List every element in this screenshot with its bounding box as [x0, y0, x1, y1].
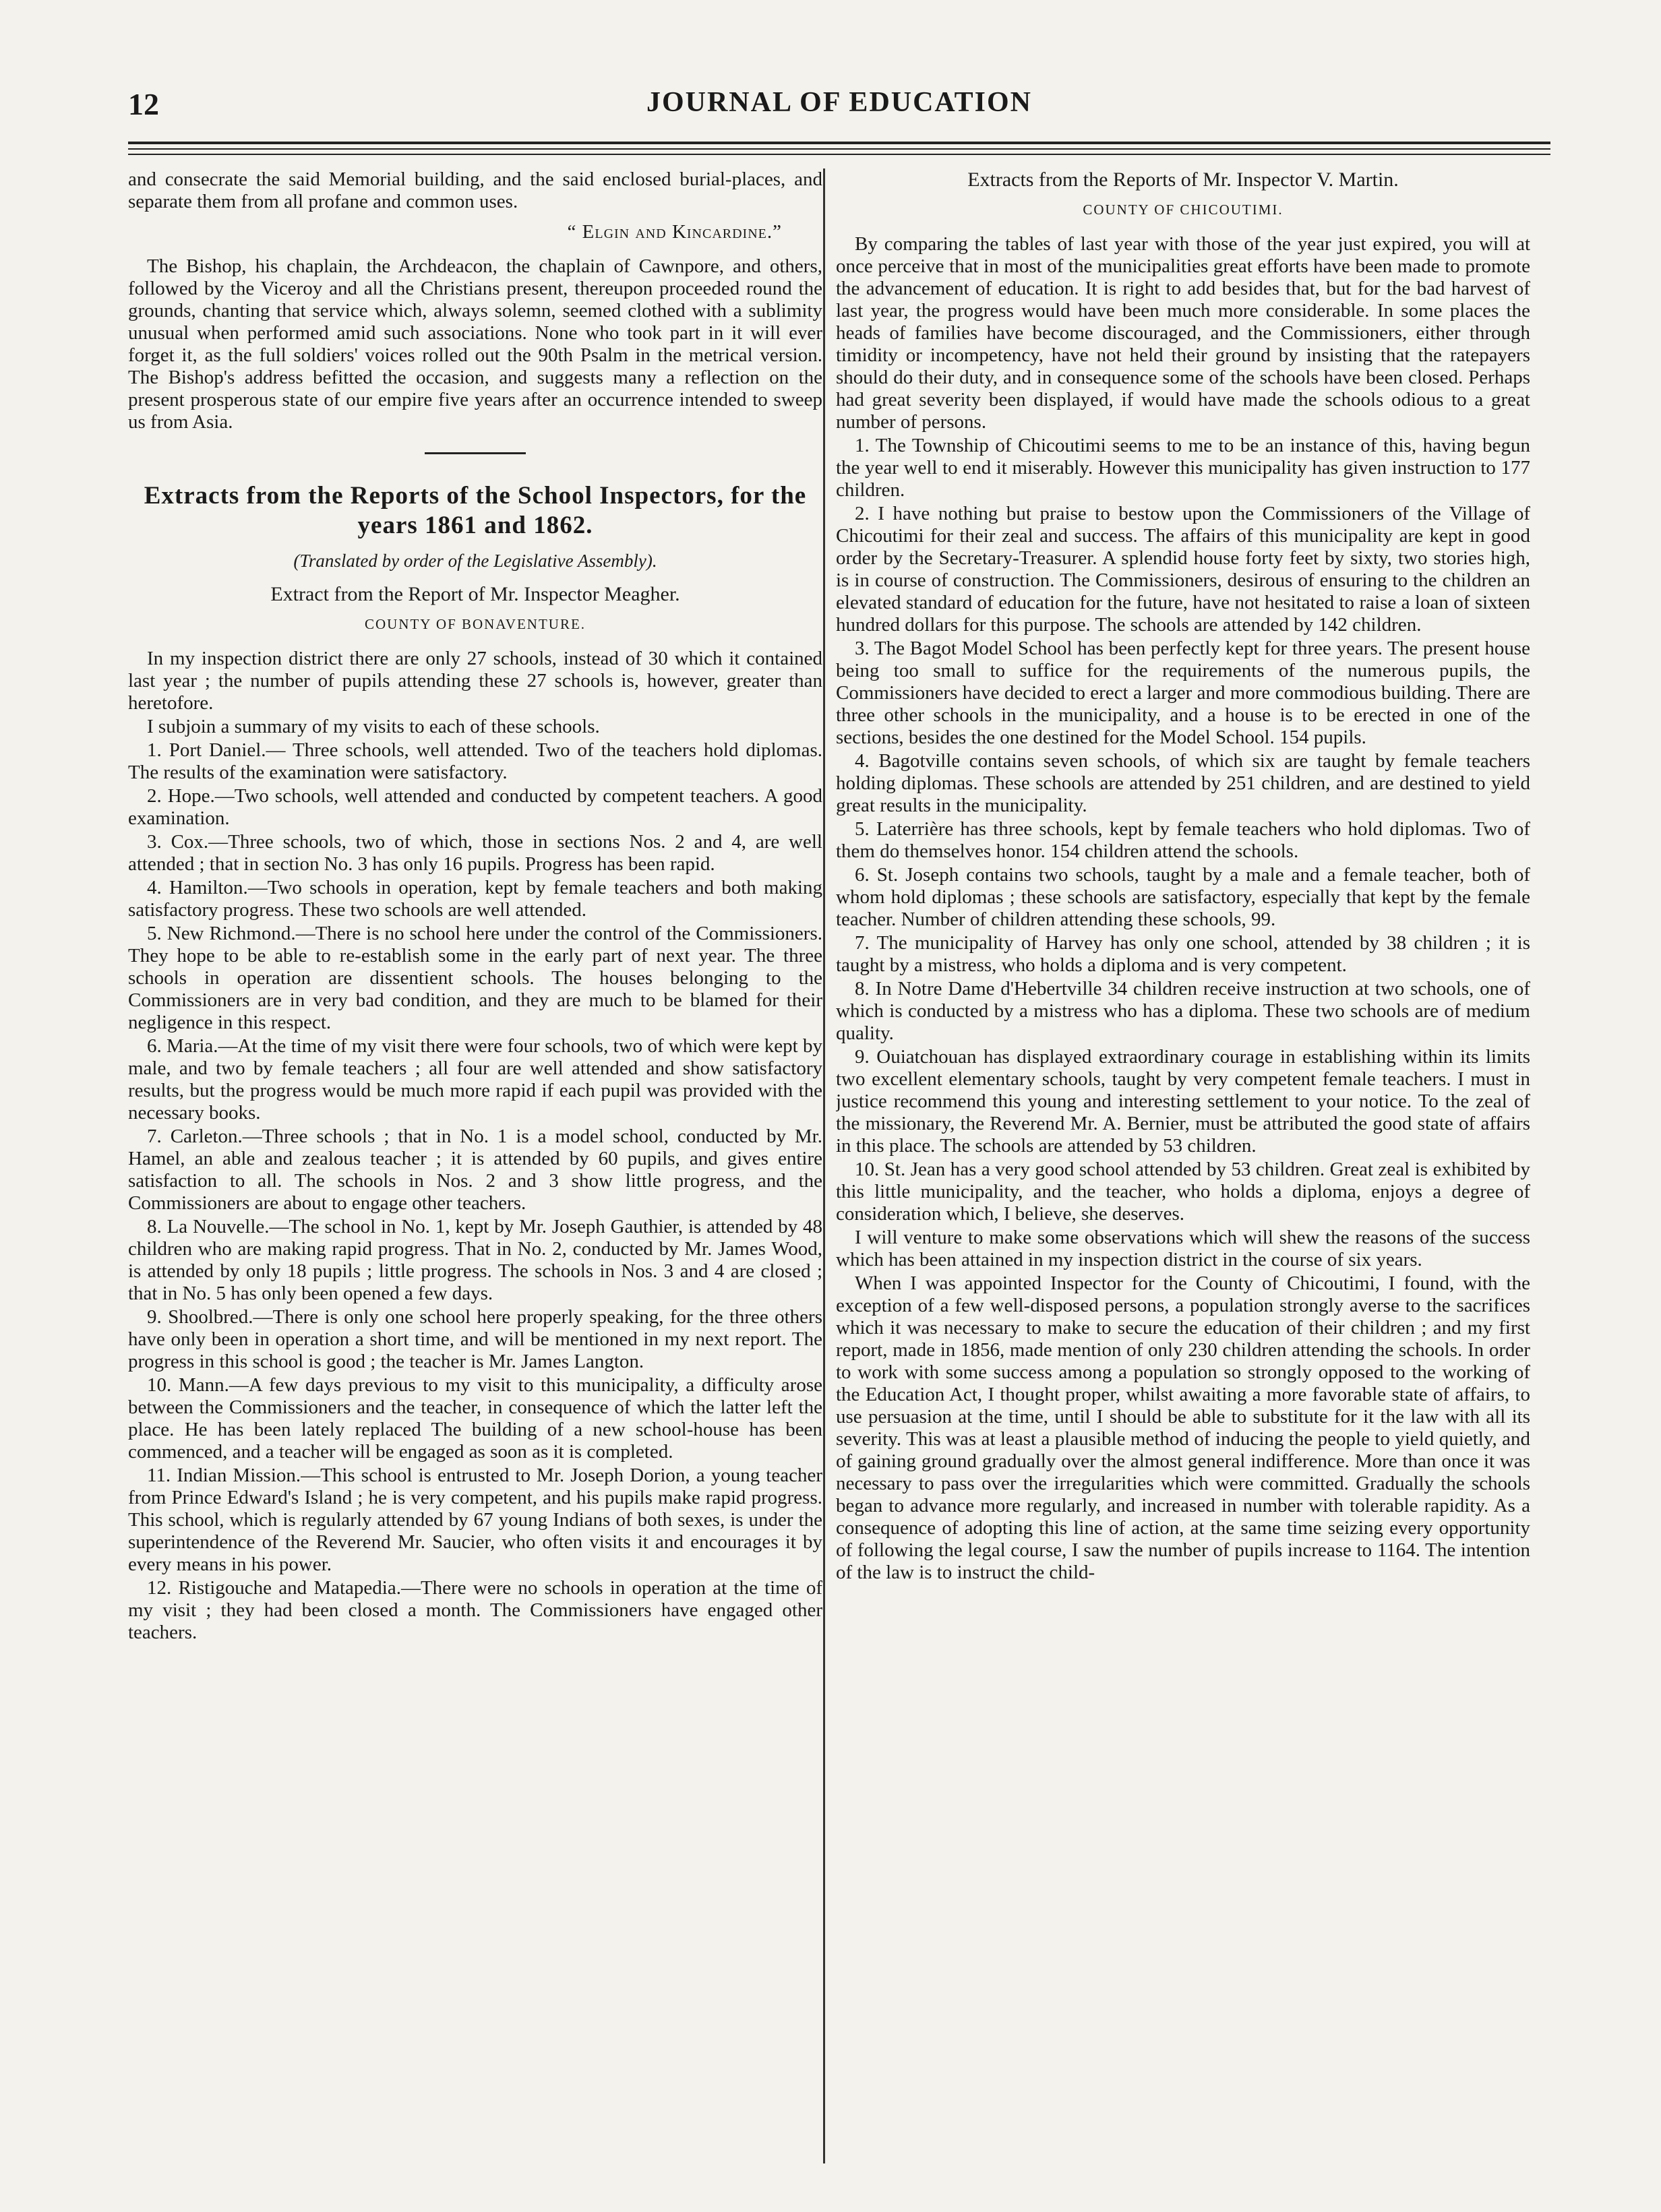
list-item: 3. Cox.—Three schools, two of which, those in sections Nos. 2 and 4, are well attended ; that in section No. 3 has only 16 pupils. Progress has been rapid.: [128, 831, 822, 875]
list-item: 3. The Bagot Model School has been perfectly kept for three years. The present house being too small to suffice for the requirements of the numerous pupils, the Commissioners have decided to erect a larger and more commodious building. There are three other schools in the municipality, and a house is to be erected in one of the sections, besides the one destined for the Model School. 154 pupils.: [836, 638, 1530, 748]
list-item: 8. In Notre Dame d'Hebertville 34 children receive instruction at two schools, one of which is conducted by a mistress who has a diploma. These two schools are of medium quality.: [836, 978, 1530, 1044]
list-item: 4. Bagotville contains seven schools, of which six are taught by female teachers holding diplomas. These schools are attended by 251 children, and are destined to yield great results in the municipality.: [836, 750, 1530, 816]
narrative-paragraph: The Bishop, his chaplain, the Archdeacon, the chaplain of Cawnpore, and others, followed by the Viceroy and all the Christians present, thereupon proceeded round the grounds, chanting that service which, always solemn, seemed clothed with a sublimity unusual when performed amid such associations. None who took part in it will ever forget it, as the full soldiers' voices rolled out the 90th Psalm in the metrical version. The Bishop's address befitted the occasion, and suggests many a reflection on the present prosperous state of our empire five years after an occurrence intended to sweep us from Asia.: [128, 255, 822, 433]
report-subheading: Extracts from the Reports of Mr. Inspector V. Martin.: [967, 168, 1399, 191]
list-item: 10. St. Jean has a very good school attended by 53 children. Great zeal is exhibited by this little municipality, and the teacher, who holds a diploma, enjoys a degree of consideration which, I believe, she deserves.: [836, 1159, 1530, 1225]
report-subheading: Extract from the Report of Mr. Inspector Meagher.: [270, 583, 680, 605]
list-item: 11. Indian Mission.—This school is entrusted to Mr. Joseph Dorion, a young teacher from Prince Edward's Island ; he is very competent, and his pupils make rapid progress. This school, which is regularly attended by 67 young Indians of both sexes, is under the superintendence of the Reverend Mr. Saucier, who often visits it and encourages it by every means in his power.: [128, 1465, 822, 1575]
header-rule-bottom: [128, 154, 1550, 155]
list-item: 7. The municipality of Harvey has only one school, attended by 38 children ; it is taught by a mistress, who holds a diploma and is very competent.: [836, 932, 1530, 976]
list-item: 10. Mann.—A few days previous to my visit to this municipality, a difficulty arose between the Commissioners and the teacher, in consequence of which the latter left the place. He has been lately replaced The building of a new school-house has been commenced, and a teacher will be engaged as soon as it is completed.: [128, 1374, 822, 1463]
body-paragraph: I will venture to make some observations which will shew the reasons of the success which has been attained in my inspection district in the course of six years.: [836, 1227, 1530, 1270]
county-heading: COUNTY OF CHICOUTIMI.: [1083, 202, 1284, 218]
list-item: 1. Port Daniel.— Three schools, well attended. Two of the teachers hold diplomas. The results of the examination were satisfactory.: [128, 739, 822, 783]
list-item: 6. St. Joseph contains two schools, taught by a male and a female teacher, both of whom hold diplomas ; these schools are satisfactory, especially that kept by the female teacher. Number of children attending these schools, 99.: [836, 864, 1530, 930]
page-number: 12: [128, 87, 159, 121]
list-item: 4. Hamilton.—Two schools in operation, kept by female teachers and both making satisfactory progress. These two schools are well attended.: [128, 877, 822, 921]
list-item: 1. The Township of Chicoutimi seems to me to be an instance of this, having begun the year well to end it miserably. However this municipality has given instruction to 177 children.: [836, 435, 1530, 501]
header-rule-thin: [128, 148, 1550, 150]
list-item: 5. New Richmond.—There is no school here under the control of the Commissioners. They hope to be able to re-establish some in the early part of next year. The three schools in operation are dissentient schools. The houses belonging to the Commissioners are in very bad condition, and they are much to be blamed for their negligence in this respect.: [128, 923, 822, 1033]
translation-note: (Translated by order of the Legislative Assembly).: [293, 551, 657, 571]
page-header: [128, 86, 1550, 127]
list-item: 9. Shoolbred.—There is only one school here properly speaking, for the three others have only been in operation a short time, and will be mentioned in my next report. The progress in this school is good ; the teacher is Mr. James Langton.: [128, 1306, 822, 1372]
body-paragraph: I subjoin a summary of my visits to each of these schools.: [147, 716, 600, 737]
body-paragraph: By comparing the tables of last year with those of the year just expired, you will at once perceive that in most of the municipalities great efforts have been made to promote the advancement of education. It is right to add besides that, but for the bad harvest of last year, the progress would have been much more considerable. In some places the heads of families have become discouraged, and the Commissioners, either through timidity or incompetency, have not held their ground by insisting that the ratepayers should do their duty, and in consequence some of the schools have been closed. Perhaps had great severity been displayed, if would have made the schools odious to a great number of persons.: [836, 233, 1530, 433]
column-divider: [823, 168, 825, 2163]
county-heading: COUNTY OF BONAVENTURE.: [364, 616, 586, 632]
section-heading: Extracts from the Reports of the School Inspectors, for the years 1861 and 1862.: [144, 482, 807, 539]
body-paragraph: In my inspection district there are only 27 schools, instead of 30 which it contained last year ; the number of pupils attending these 27 schools is, however, greater than heretofore.: [128, 648, 822, 714]
left-column: [128, 168, 822, 2177]
list-item: 8. La Nouvelle.—The school in No. 1, kept by Mr. Joseph Gauthier, is attended by 48 children who are making rapid progress. That in No. 2, conducted by Mr. James Wood, is attended by only 18 pupils ; little progress. The schools in Nos. 3 and 4 are closed ; that in No. 5 has only been opened a few days.: [128, 1216, 822, 1304]
section-divider: [425, 452, 526, 454]
list-item: 6. Maria.—At the time of my visit there were four schools, two of which were kept by male, and two by female teachers ; all four are well attended and show satisfactory results, but the progress would be much more rapid if each pupil was provided with the necessary books.: [128, 1035, 822, 1124]
journal-title: JOURNAL OF EDUCATION: [646, 87, 1033, 118]
intro-paragraph: and consecrate the said Memorial building, and the said enclosed burial-places, and separate them from all profane and common uses.: [128, 168, 822, 212]
body-paragraph: When I was appointed Inspector for the County of Chicoutimi, I found, with the exception of a few well-disposed persons, a population strongly averse to the sacrifices which it was necessary to make to secure the education of their children ; and my first report, made in 1856, made mention of only 230 children attending the schools. In order to work with some success among a population so strongly opposed to the working of the Education Act, I thought proper, whilst awaiting a more favorable state of affairs, to use persuasion at the time, until I should be able to substitute for it the law with all its severity. This was at least a plausible method of inducing the people to yield quietly, and of gaining ground gradually over the almost general indifference. More than once it was necessary to pass over the irregularities which were committed. Gradually the schools began to advance more regularly, and increased in number with tolerable rapidity. As a consequence of adopting this line of action, at the same time seizing every opportunity of following the legal course, I saw the number of pupils increase to 1164. The intention of the law is to instruct the child-: [836, 1272, 1530, 1583]
signature: “ Elgin and Kincardine.”: [567, 221, 782, 243]
list-item: 2. Hope.—Two schools, well attended and conducted by competent teachers. A good examination.: [128, 785, 822, 829]
list-item: 7. Carleton.—Three schools ; that in No. 1 is a model school, conducted by Mr. Hamel, an able and zealous teacher ; it is attended by 60 pupils, and gives entire satisfaction to all. The schools in Nos. 2 and 3 show little progress, and the Commissioners are about to engage other teachers.: [128, 1126, 822, 1214]
list-item: 5. Laterrière has three schools, kept by female teachers who hold diplomas. Two of them do themselves honor. 154 children attend the schools.: [836, 818, 1530, 862]
right-column: [836, 168, 1530, 2177]
list-item: 12. Ristigouche and Matapedia.—There were no schools in operation at the time of my visit ; they had been closed a month. The Commissioners have engaged other teachers.: [128, 1577, 822, 1643]
header-rule-thick: [128, 142, 1550, 144]
list-item: 9. Ouiatchouan has displayed extraordinary courage in establishing within its limits two excellent elementary schools, taught by very competent female teachers. I must in justice recommend this young and interesting settlement to your notice. To the zeal of the missionary, the Reverend Mr. A. Bernier, must be attributed the good state of affairs in this place. The schools are attended by 53 children.: [836, 1046, 1530, 1157]
list-item: 2. I have nothing but praise to bestow upon the Commissioners of the Village of Chicoutimi for their zeal and success. The affairs of this municipality are kept in good order by the Secretary-Treasurer. A splendid house forty feet by sixty, two stories high, is in course of construction. The Commissioners, desirous of ensuring to the children an elevated standard of education for the future, have not hesitated to raise a loan of sixteen hundred dollars for this purpose. The schools are attended by 142 children.: [836, 503, 1530, 636]
